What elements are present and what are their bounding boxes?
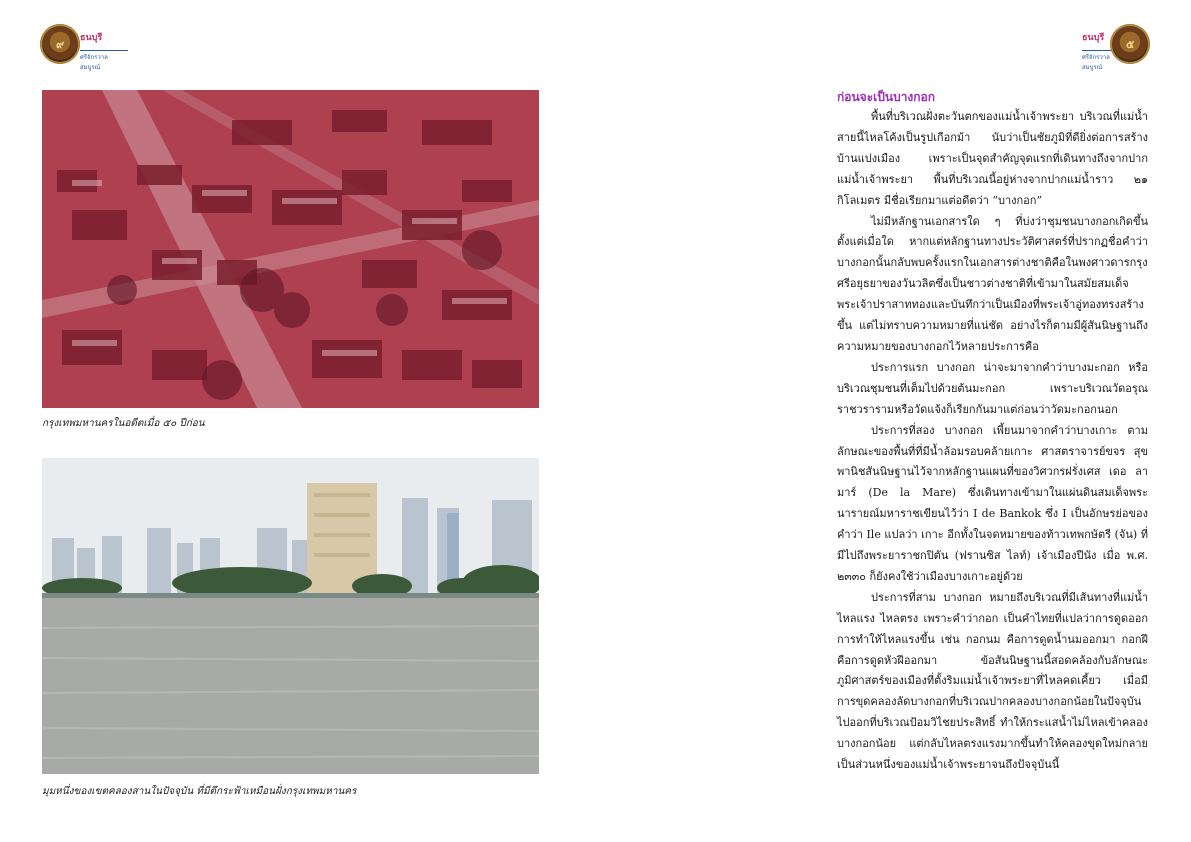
brand-logo-left bbox=[80, 30, 128, 71]
photo-caption-2: มุมหนึ่งของเขตคลองสานในปัจจุบัน ที่มีตึกระฟ้าเหมือนฝั่งกรุงเทพมหานคร bbox=[42, 786, 357, 797]
emblem-icon-right bbox=[1110, 24, 1150, 64]
article-paragraph-5: ประการที่สาม บางกอก หมายถึงบริเวณที่มีเส้นทางที่แม่น้ำไหลแรง ไหลตรง เพราะคำว่ากอก เป็นคำไทยที่แปลว่าการดูดออกการทำให้ไหลแรงขึ้น เช่น กอกนม คือการดูดน้ำนมออกมา กอกฝี คือการดูดหัวฝีออกมา ข้อสันนิษฐานนี้สอดคล้องกับลักษณะภูมิศาสตร์ของเมืองที่ตั้งริมแม่น้ำเจ้าพระยาที่ไหลคดเคี้ยว เมื่อมีการขุดคลองลัดบางกอกที่บริเวณปากคลองบางกอกน้อยในปัจจุบันไปออกที่บริเวณป้อมวิไชยประสิทธิ์ ทำให้กระแสน้ำไม่ไหลเข้าคลองบางกอกน้อย แต่กลับไหลตรงแรงมากขึ้นทำให้คลองขุดใหม่กลายเป็นส่วนหนึ่งของแม่น้ำเจ้าพระยาจนถึงปัจจุบันนี้ bbox=[837, 590, 1148, 772]
emblem-number: ๕ bbox=[1125, 38, 1135, 51]
emblem-icon-left bbox=[40, 24, 80, 64]
article-paragraph-1: พื้นที่บริเวณฝั่งตะวันตกของแม่น้ำเจ้าพระยา บริเวณที่แม่น้ำสายนี้ไหลโค้งเป็นรูปเกือกม้า นับว่าเป็นชัยภูมิที่ดียิ่งต่อการสร้างบ้านแปงเมือง เพราะเป็นจุดสำคัญจุดแรกที่เดินทางถึงจากปากแม่น้ำเจ้าพระยา พื้นที่บริเวณนี้อยู่ห่างจากปากแม่น้ำราว ๒๑ กิโลเมตร มีชื่อเรียกมาแต่อดีตว่า “บางกอก” bbox=[837, 110, 1148, 207]
aerial-photo-old-bangkok bbox=[42, 90, 539, 408]
brand-subtitle: ศรีจักรวาลสมบูรณ์ bbox=[80, 50, 128, 72]
article-paragraph-4: ประการที่สอง บางกอก เพี้ยนมาจากคำว่าบางเกาะ ตามลักษณะของพื้นที่ที่มีน้ำล้อมรอบคล้ายเกาะ ศาสตราจารย์ขจร สุขพานิชสันนิษฐานไว้จากหลักฐานแผนที่ของวิศวกรฝรั่งเศส เดอ ลา มาร์ (De la Mare) ซึ่งเดินทางเข้ามาในแผ่นดินสมเด็จพระนารายณ์มหาราชเขียนไว้ว่า I de Bankok ซึ่ง I เป็นอักษรย่อของคำว่า Ile แปลว่า เกาะ อีกทั้งในจดหมายของท้าวเทพกษัตรี (จัน) ที่มีไปถึงพระยาราชกปิตัน (ฟรานซิส ไลท์) เจ้าเมืองปีนัง เมื่อ พ.ศ. ๒๓๓๐ ก็ยังคงใช้ว่าเมืองบางเกาะอยู่ด้วย bbox=[837, 423, 1148, 583]
brand-name: ธนบุรี bbox=[1082, 33, 1105, 43]
article-paragraph-3: ประการแรก บางกอก น่าจะมาจากคำว่าบางมะกอก หรือบริเวณชุมชนที่เต็มไปด้วยต้นมะกอก เพราะบริเวณวัดอรุณราชวรารามหรือวัดแจ้งก็เรียกกันมาแต่ก่อนว่าวัดมะกอกนอก bbox=[837, 360, 1148, 416]
article-paragraph-2: ไม่มีหลักฐานเอกสารใด ๆ ที่บ่งว่าชุมชนบางกอกเกิดขึ้นตั้งแต่เมื่อใด หากแต่หลักฐานทางประวัติศาสตร์ที่ปรากฏชื่อคำว่าบางกอกนั้นกลับพบครั้งแรกในเอกสารต่างชาติคือในพงศาวดารกรุงศรีอยุธยาของวันวลิตซึ่งเป็นชาวต่างชาติที่เข้ามาในสมัยสมเด็จพระเจ้าปราสาททองและบันทึกว่าเป็นเมืองที่พระเจ้าอู่ทองทรงสร้างขึ้น แต่ไม่ทราบความหมายที่แน่ชัด อย่างไรก็ตามมีผู้สันนิษฐานถึงความหมายของบางกอกไว้หลายประการคือ bbox=[837, 214, 1148, 353]
emblem-number: ๙ bbox=[55, 38, 65, 51]
article-heading: ก่อนจะเป็นบางกอก bbox=[837, 90, 936, 104]
photo-caption-1: กรุงเทพมหานครในอดีตเมื่อ ๕๐ ปีก่อน bbox=[42, 418, 205, 429]
brand-subtitle: ศรีจักรวาลสมบูรณ์ bbox=[1082, 50, 1130, 72]
brand-name: ธนบุรี bbox=[80, 33, 103, 43]
article-column bbox=[837, 87, 1148, 776]
river-skyline-photo bbox=[42, 458, 539, 774]
